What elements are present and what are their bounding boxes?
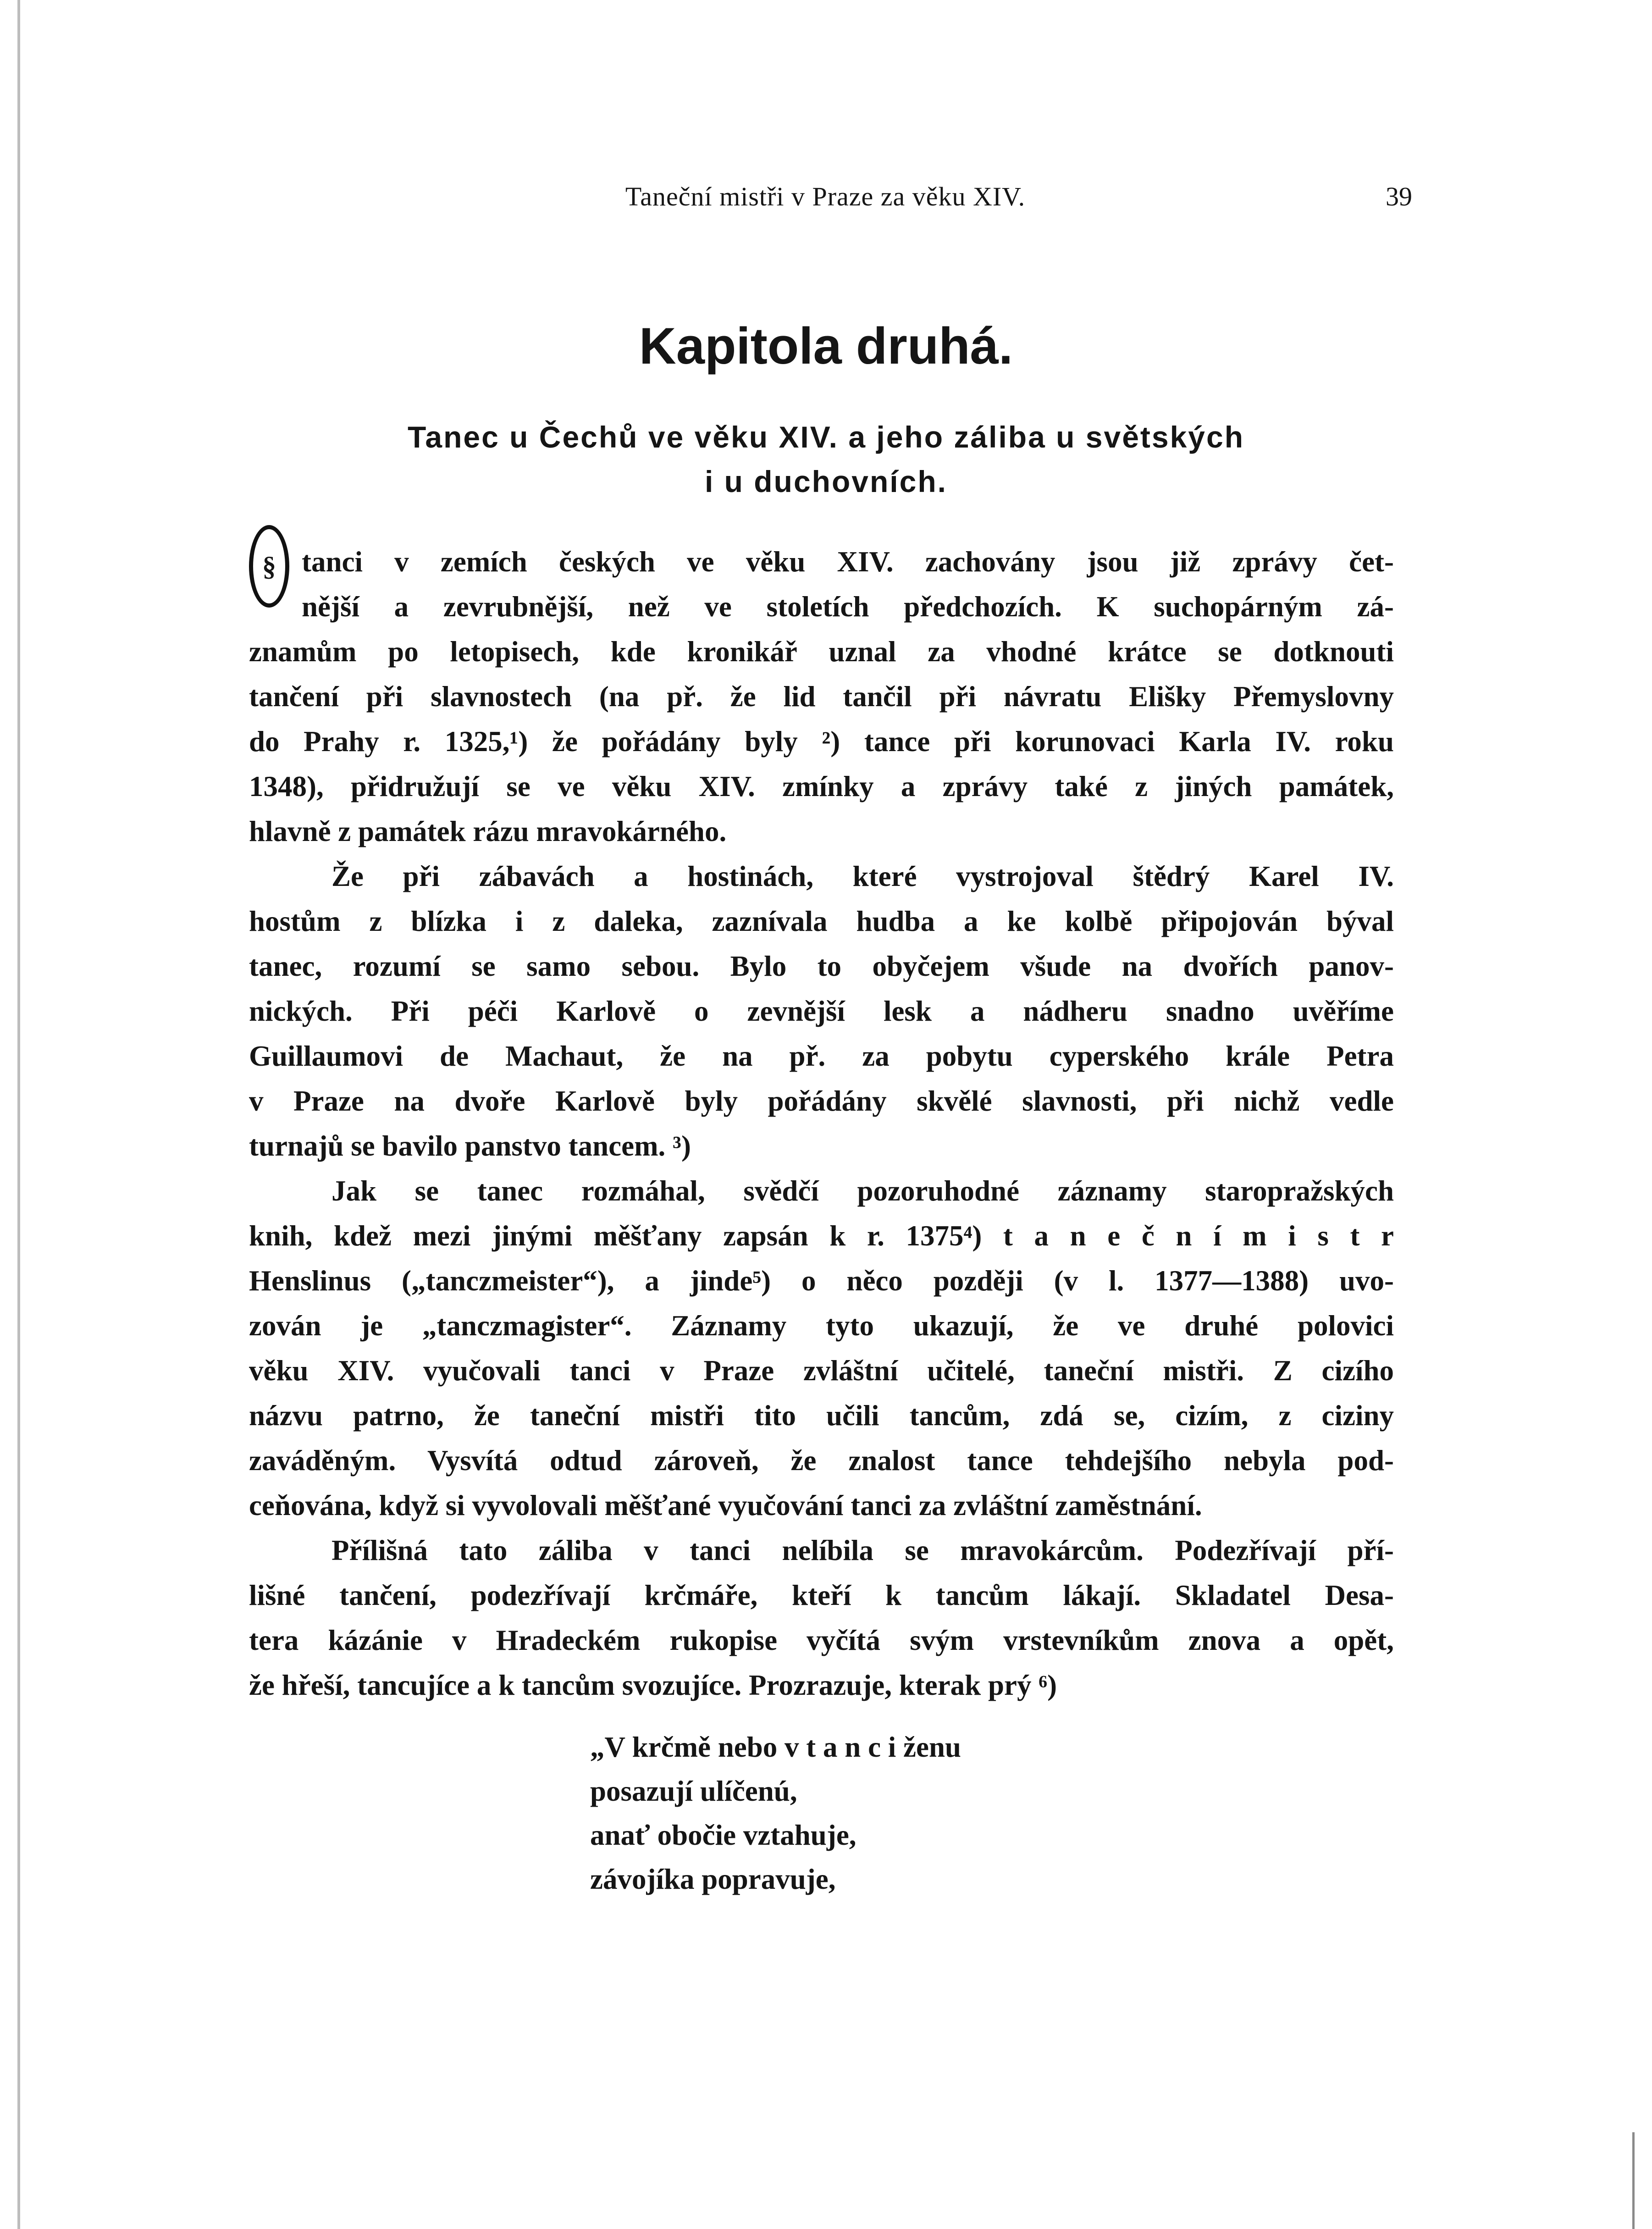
text-line: názvu patrno, že taneční mistři tito učili tancům, zdá se, cizím, z ciziny bbox=[249, 1399, 1394, 1432]
text-line: knih, kdež mezi jinými měšťany zapsán k r. 1375⁴) t a n e č n í m i s t r bbox=[249, 1220, 1394, 1252]
text-line: hostům z blízka i z daleka, zaznívala hudba a ke kolbě připojován býval bbox=[249, 905, 1394, 937]
text-line: v Praze na dvoře Karlově byly pořádány skvělé slavnosti, při nichž vedle bbox=[249, 1085, 1394, 1117]
text-line: tanci v zemích českých ve věku XIV. zachovány jsou již zprávy čet- bbox=[302, 546, 1394, 578]
paragraph bbox=[249, 539, 1394, 854]
text-line: tera kázánie v Hradeckém rukopise vyčítá svým vrstevníkům znova a opět, bbox=[249, 1624, 1394, 1656]
chapter-subtitle-line: Tanec u Čechů ve věku XIV. a jeho záliba u světských bbox=[407, 420, 1245, 454]
text-line: Henslinus („tanczmeister“), a jinde⁵) o něco později (v l. 1377—1388) uvo- bbox=[249, 1265, 1394, 1297]
text-line: Přílišná tato záliba v tanci nelíbila se mravokárcům. Podezřívají pří- bbox=[332, 1534, 1394, 1566]
verse-line: „V krčmě nebo v t a n c i ženu bbox=[590, 1731, 961, 1763]
scan-edge-mark bbox=[1632, 2132, 1635, 2229]
verse-line: závojíka popravuje, bbox=[590, 1863, 836, 1895]
chapter-title: Kapitola druhá. bbox=[639, 317, 1013, 375]
text-line: zován je „tanczmagister“. Záznamy tyto ukazují, že ve druhé polovici bbox=[249, 1310, 1394, 1342]
text-line: tančení při slavnostech (na př. že lid tančil při návratu Elišky Přemyslovny bbox=[249, 680, 1394, 713]
text-line: 1348), přidružují se ve věku XIV. zmínky a zprávy také z jiných památek, bbox=[249, 770, 1394, 802]
text-line: do Prahy r. 1325,¹) že pořádány byly ²) tance při korunovaci Karla IV. roku bbox=[249, 725, 1394, 758]
text-line: nější a zevrubnější, než ve stoletích předchozích. K suchopárným zá- bbox=[302, 591, 1394, 623]
text-line: Že při zábavách a hostinách, které vystrojoval štědrý Karel IV. bbox=[332, 860, 1394, 892]
text-line: lišné tančení, podezřívají krčmáře, kteří k tancům lákají. Skladatel Desa- bbox=[249, 1579, 1394, 1611]
page-number: 39 bbox=[1386, 182, 1412, 211]
text-line: znamům po letopisech, kde kronikář uznal za vhodné krátce se dotknouti bbox=[249, 636, 1394, 668]
body-text bbox=[249, 539, 1394, 1708]
verse-line: posazují ulíčenú, bbox=[590, 1775, 797, 1807]
paragraph bbox=[249, 854, 1394, 1168]
text-line: turnajů se bavilo panstvo tancem. ³) bbox=[249, 1130, 691, 1162]
verse-line: anať obočie vztahuje, bbox=[590, 1819, 856, 1851]
text-line: nických. Při péči Karlově o zevnější lesk a nádheru snadno uvěříme bbox=[249, 995, 1394, 1027]
paragraph bbox=[249, 1168, 1394, 1528]
text-line: že hřeší, tancujíce a k tancům svozujíce. Prozrazuje, kterak prý ⁶) bbox=[249, 1669, 1057, 1701]
text-line: zaváděným. Vysvítá odtud zároveň, že znalost tance tehdejšího nebyla pod- bbox=[249, 1444, 1394, 1477]
text-line: ceňována, když si vyvolovali měšťané vyučování tanci za zvláštní zaměstnání. bbox=[249, 1489, 1202, 1521]
text-line: věku XIV. vyučovali tanci v Praze zvláštní učitelé, taneční mistři. Z cizího bbox=[249, 1355, 1394, 1387]
text-line: hlavně z památek rázu mravokárného. bbox=[249, 815, 727, 847]
verse-quote bbox=[590, 1725, 961, 1901]
drop-cap-ornament: § bbox=[249, 525, 289, 608]
text-line: Guillaumovi de Machaut, že na př. za pobytu cyperského krále Petra bbox=[249, 1040, 1394, 1072]
chapter-subtitle-line: i u duchovních. bbox=[704, 465, 947, 498]
text-line: tanec, rozumí se samo sebou. Bylo to obyčejem všude na dvořích panov- bbox=[249, 950, 1394, 982]
text-line: Jak se tanec rozmáhal, svědčí pozoruhodné záznamy staropražských bbox=[332, 1175, 1394, 1207]
running-head: Taneční mistři v Praze za věku XIV. bbox=[625, 182, 1026, 211]
paragraph bbox=[249, 1528, 1394, 1708]
